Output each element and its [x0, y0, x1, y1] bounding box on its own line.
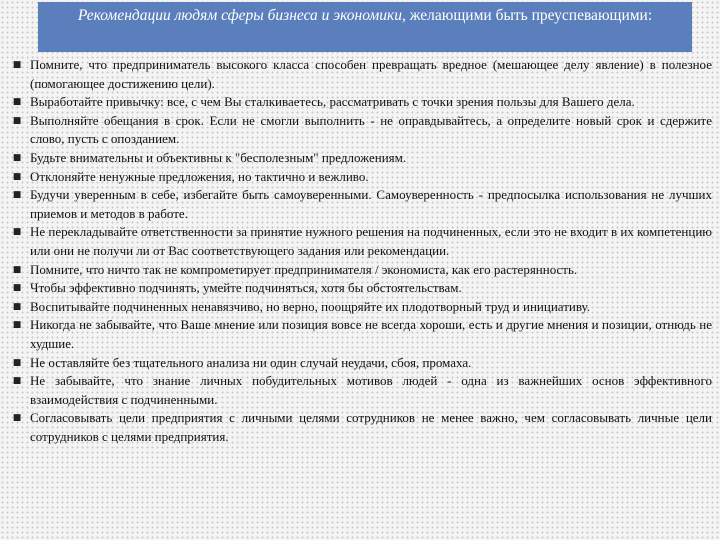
- square-bullet-icon: ■: [12, 301, 22, 312]
- list-item: [10, 186, 712, 223]
- list-item: [10, 93, 712, 112]
- list-item-text: Никогда не забывайте, что Ваше мнение или позиция вовсе не всегда хороши, есть и другие мнения и позиции, отнюдь не худшие.: [30, 317, 712, 351]
- list-item-text: Будучи уверенным в себе, избегайте быть самоуверенными. Самоуверенность - предпосылка использования не лучших приемов и методов в работе.: [30, 187, 712, 221]
- list-item: [10, 168, 712, 187]
- list-item-text: Помните, что предприниматель высокого класса способен превращать вредное (мешающее делу явление) в полезное (помогающее достижению цели).: [30, 57, 712, 91]
- list-item-text: Чтобы эффективно подчинять, умейте подчиняться, хотя бы обстоятельствам.: [30, 280, 462, 296]
- list-item-text: Согласовывать цели предприятия с личными целями сотрудников не менее важно, чем согласовывать личные цели сотрудников с целями предприятия.: [30, 410, 712, 444]
- list-item-text: Воспитывайте подчиненных ненавязчиво, но верно, поощряйте их плодотворный труд и инициативу.: [30, 298, 590, 314]
- list-item-text: Не оставляйте без тщательного анализа ни один случай неудачи, сбоя, промаха.: [30, 354, 472, 370]
- square-bullet-icon: ■: [12, 320, 22, 331]
- list-item: [10, 112, 712, 149]
- square-bullet-icon: ■: [12, 264, 22, 275]
- square-bullet-icon: ■: [12, 60, 22, 70]
- square-bullet-icon: ■: [12, 190, 22, 201]
- list-item-text: Помните, что ничто так не компрометирует предпринимателя / экономиста, как его растерянность.: [30, 261, 578, 277]
- list-item: [10, 354, 712, 373]
- square-bullet-icon: ■: [12, 97, 22, 108]
- square-bullet-icon: ■: [12, 152, 22, 163]
- square-bullet-icon: ■: [12, 115, 22, 126]
- list-item-text: Не перекладывайте ответственности за принятие нужного решения на подчиненных, если это не входит в их компетенцию или они не получи ли от Вас соответствующего задания или рекомендации.: [30, 224, 712, 258]
- list-item: [10, 279, 712, 298]
- list-item-text: Будьте внимательны и объективны к "бесполезным" предложениям.: [30, 149, 407, 165]
- list-item: [10, 372, 712, 409]
- recommendations-list: [10, 56, 712, 446]
- list-item-text: Не забывайте, что знание личных побудительных мотивов людей - одна из важнейших основ эффективного взаимодействия с подчиненными.: [30, 373, 712, 407]
- square-bullet-icon: ■: [12, 413, 22, 424]
- list-item: [10, 316, 712, 353]
- square-bullet-icon: ■: [12, 376, 22, 387]
- title-italic: Рекомендации людям сферы бизнеса и экономики: [77, 7, 403, 24]
- list-item: [10, 409, 712, 446]
- title-rest: , желающими быть преуспевающими:: [402, 7, 653, 24]
- list-item-text: Выработайте привычку: все, с чем Вы сталкиваетесь, рассматривать с точки зрения пользы для Вашего дела.: [30, 94, 635, 110]
- title-banner: [38, 2, 692, 52]
- list-item-text: Выполняйте обещания в срок. Если не смогли выполнить - не оправдывайтесь, а определите новый срок и сдержите слово, пусть с опозданием.: [30, 112, 712, 147]
- list-item: [10, 56, 712, 93]
- square-bullet-icon: ■: [12, 357, 22, 368]
- square-bullet-icon: ■: [12, 227, 22, 238]
- list-item: [10, 298, 712, 317]
- square-bullet-icon: ■: [12, 171, 22, 182]
- square-bullet-icon: ■: [12, 283, 22, 294]
- list-item: [10, 261, 712, 280]
- list-item: [10, 149, 712, 168]
- list-item: [10, 223, 712, 260]
- list-item-text: Отклоняйте ненужные предложения, но тактично и вежливо.: [30, 168, 369, 184]
